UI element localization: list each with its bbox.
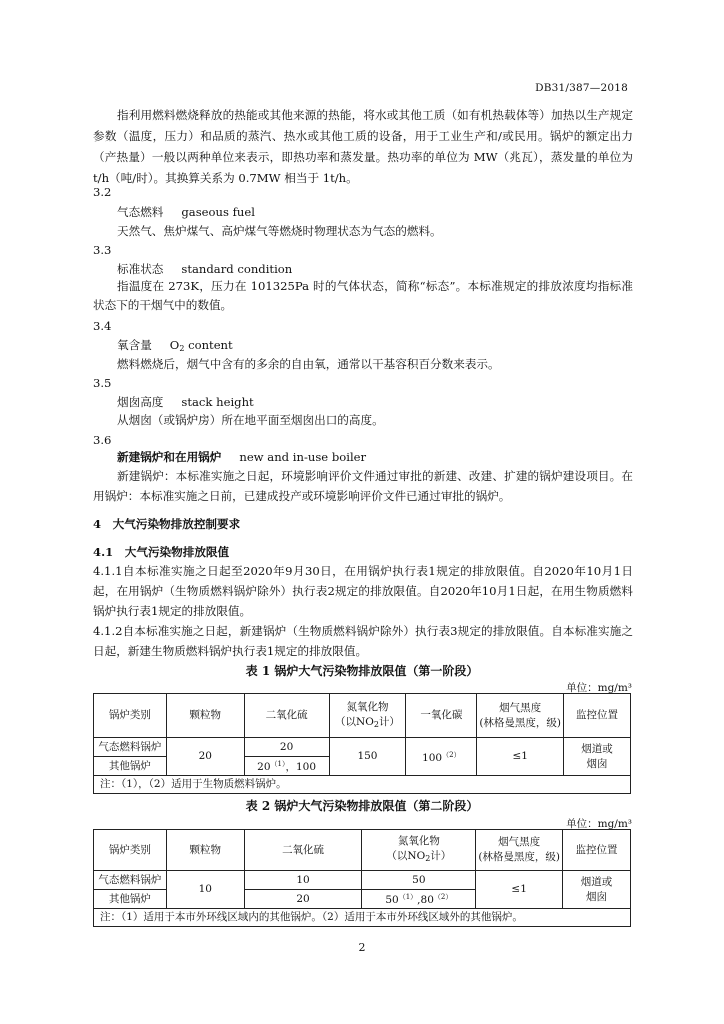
t1-header-co: 一氧化碳: [406, 694, 477, 738]
table-1-note-row: [94, 776, 631, 794]
definition-3-4-body: 燃料燃烧后，烟气中含有的多余的自由氧，通常以干基容积百分数来表示。: [117, 357, 500, 371]
table-2: [93, 829, 631, 927]
t1-note: 注：（1），（2）适用于生物质燃料锅炉。: [94, 776, 631, 794]
term-3-4-cn: 氧含量: [117, 338, 152, 352]
t1-header-so2: 二氧化硫: [244, 694, 329, 738]
definition-3-1-body: 指利用燃料燃烧释放的热能或其他来源的热能，将水或其他工质（如有机热载体等）加热以生产规定参数（温度，压力）和品质的蒸汽、热水或其他工质的设备，用于工业生产和/或民用。锅炉的额定出力（产热量）一般以两种单位来表示，即热功率和蒸发量。热功率的单位为 MW（兆瓦），蒸发量的单位为 t/h（吨/时）。其换算关系为 0.7MW 相当于 1t/h。: [93, 108, 633, 185]
t1-header-pm: 颗粒物: [166, 694, 244, 738]
t2-smoke: ≤1: [476, 871, 563, 909]
t2-header-smoke: 烟气黑度 (林格曼黑度，级): [476, 830, 563, 871]
t2-header-position: 监控位置: [563, 830, 631, 871]
t1-smoke: ≤1: [477, 738, 564, 776]
term-3-5-cn: 烟囱高度: [117, 395, 164, 409]
definition-3-5-body: 从烟囱（或锅炉房）所在地平面至烟囱出口的高度。: [117, 413, 384, 427]
term-3-2-en: gaseous fuel: [181, 205, 255, 219]
t2-header-pm: 颗粒物: [166, 830, 244, 871]
term-3-6: [117, 448, 366, 466]
table-1: [93, 693, 631, 794]
clause-number-3-2: 3.2: [93, 185, 112, 199]
table-2-note-row: [94, 909, 631, 927]
term-3-2: [117, 203, 255, 221]
t2-header-type: 锅炉类别: [94, 830, 167, 871]
term-3-3-cn: 标准状态: [117, 262, 164, 276]
t1-type-other: 其他锅炉: [94, 757, 167, 776]
t2-type-gas: 气态燃料锅炉: [94, 871, 167, 890]
table-2-unit: 单位：mg/m³: [566, 818, 632, 830]
t1-nox: 150: [329, 738, 406, 776]
t2-position: 烟道或 烟囱: [563, 871, 631, 909]
table-1-row-gas: [94, 738, 631, 757]
page-number: 2: [358, 941, 366, 954]
t2-note: 注：（1）适用于本市外环线区域内的其他锅炉。（2）适用于本市外环线区域外的其他锅炉。: [94, 909, 631, 927]
t1-header-position: 监控位置: [564, 694, 631, 738]
section-4-1-heading: 4.1 大气污染物排放限值: [93, 545, 230, 559]
term-3-6-en: new and in-use boiler: [239, 450, 367, 464]
term-3-5: [117, 393, 254, 411]
clause-number-3-6: 3.6: [93, 433, 112, 447]
clause-number-3-3: 3.3: [93, 243, 112, 257]
t1-pm: 20: [166, 738, 244, 776]
term-3-3: [117, 260, 292, 278]
table-2-header-row: [94, 830, 631, 871]
table-2-caption: 表 2 锅炉大气污染物排放限值（第二阶段）: [245, 799, 479, 813]
t2-nox-gas: 50: [362, 871, 476, 890]
term-3-4-en: $O_2$ content: [169, 338, 233, 353]
t2-pm: 10: [166, 871, 244, 909]
t1-co: $100^{(2)}$: [406, 738, 477, 776]
definition-3-2-body: 天然气、焦炉煤气、高炉煤气等燃烧时物理状态为气态的燃料。: [117, 224, 442, 238]
doc-number: DB31/387—2018: [535, 82, 628, 94]
t1-header-smoke: 烟气黑度 (林格曼黑度，级): [477, 694, 564, 738]
t2-header-nox: 氮氧化物 （以$NO_2$计）: [362, 830, 476, 871]
t2-nox-other: $50^{(1)},80^{(2)}$: [362, 890, 476, 909]
t1-so2-gas: 20: [244, 738, 329, 757]
clause-number-3-5: 3.5: [93, 376, 112, 390]
term-3-6-cn: 新建锅炉和在用锅炉: [117, 450, 222, 464]
clause-4-1-2: 4.1.2自本标准实施之日起，新建锅炉（生物质燃料锅炉除外）执行表3规定的排放限值。自本标准实施之日起，新建生物质燃料锅炉执行表1规定的排放限值。: [93, 624, 633, 658]
term-3-5-en: stack height: [181, 395, 254, 409]
t1-so2-other: $20^{(1)}$，100: [244, 757, 329, 776]
t2-so2-other: 20: [244, 890, 362, 909]
t1-header-type: 锅炉类别: [94, 694, 167, 738]
definition-3-6-body: 新建锅炉：本标准实施之日起，环境影响评价文件通过审批的新建、改建、扩建的锅炉建设项目。在用锅炉：本标准实施之日前，已建成投产或环境影响评价文件已通过审批的锅炉。: [93, 469, 633, 503]
table-2-row-gas: [94, 871, 631, 890]
table-1-header-row: [94, 694, 631, 738]
term-3-2-cn: 气态燃料: [117, 205, 164, 219]
t1-type-gas: 气态燃料锅炉: [94, 738, 167, 757]
clause-4-1-1: 4.1.1自本标准实施之日起至2020年9月30日，在用锅炉执行表1规定的排放限值。自2020年10月1日起，在用锅炉（生物质燃料锅炉除外）执行表2规定的排放限值。自2020年10月1日起，在用生物质燃料锅炉执行表1规定的排放限值。: [93, 564, 633, 618]
t2-so2-gas: 10: [244, 871, 362, 890]
t2-header-so2: 二氧化硫: [244, 830, 362, 871]
term-3-3-en: standard condition: [181, 262, 293, 276]
section-4-heading: 4 大气污染物排放控制要求: [93, 517, 241, 531]
definition-3-3-body: 指温度在 273K，压力在 101325Pa 时的气体状态，简称“标态”。本标准规定的排放浓度均指标准状态下的干烟气中的数值。: [93, 279, 633, 312]
t1-header-nox: 氮氧化物 （以$NO_2$计）: [329, 694, 406, 738]
clause-number-3-4: 3.4: [93, 319, 112, 333]
table-1-unit: 单位：mg/m³: [566, 682, 632, 694]
t1-position: 烟道或 烟囱: [564, 738, 631, 776]
table-1-caption: 表 1 锅炉大气污染物排放限值（第一阶段）: [245, 664, 479, 678]
t2-type-other: 其他锅炉: [94, 890, 167, 909]
